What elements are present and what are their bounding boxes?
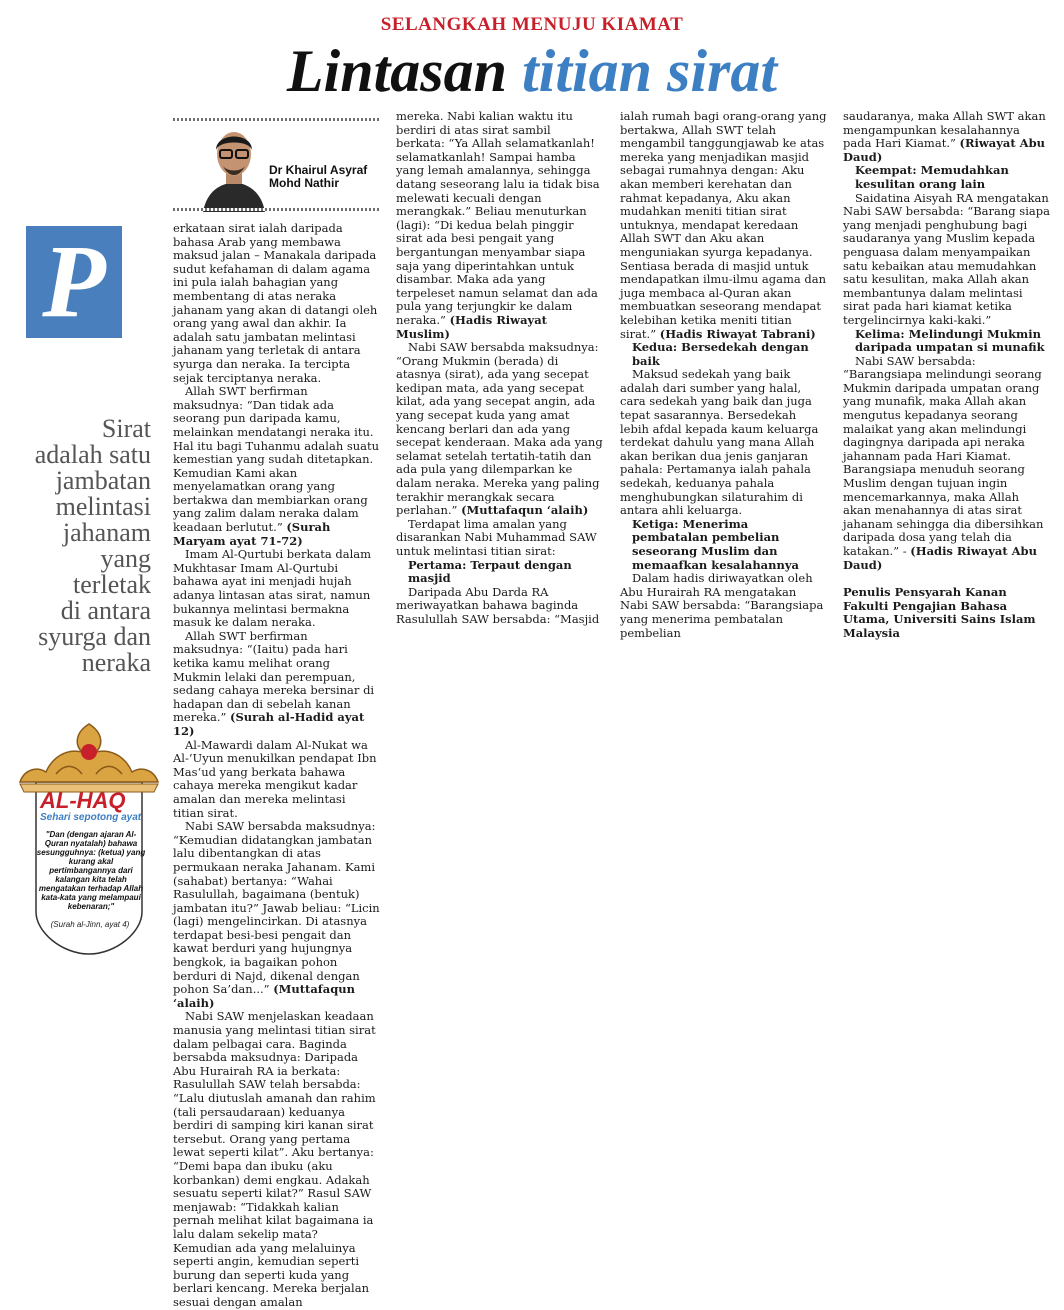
paragraph-text: Nabi SAW bersabda maksudnya: “Kemudian didatangkan jambatan lalu dibentangkan di atas permukaan neraka Jahanam. Kami (sahabat) bertanya: “Wahai Rasulullah, bagaimana (bentuk) jambatan itu?” Jawab beliau: “Licin (lagi) mengelincirkan. Di atasnya terdapat besi-besi pengait dan kawat berduri yang hujungnya bengkok, ia bagaikan pohon berduri di Najd, dikenal dengan pohon Sa’dan...”: [173, 819, 380, 997]
author-box: [173, 112, 380, 212]
paragraph-text: mereka. Nabi kalian waktu itu berdiri di atas sirat sambil berkata: “Ya Allah selamatkanlah! selamatkanlah! Sampai hamba yang lemah amalannya, sehingga datang seseorang lalu ia tidak bisa melewati kecuali dengan merangkak.” Beliau menuturkan (lagi): “Di kedua belah pinggir sirat ada besi pengait yang bergantungan menyambar siapa saja yang diperintahkan untuk disambar. Maka ada yang terpeleset namun selamat dan ada pula yang terjungkir ke dalam neraka.”: [396, 109, 600, 327]
citation: (Riwayat Abu Daud): [843, 136, 1046, 164]
article-paragraph: [173, 820, 380, 1010]
pullquote-line: Sirat: [101, 414, 151, 443]
subheading: Ketiga: Menerima pembatalan pembelian seseorang Muslim dan memaafkan kesalahannya: [632, 516, 799, 572]
citation: (Muttafaqun ‘alaih): [461, 503, 589, 518]
headline-part1: Lintasan: [286, 38, 507, 104]
dropcap: P: [26, 226, 122, 338]
article-column-3: [620, 110, 827, 640]
subheading: Keempat: Memudahkan kesulitan orang lain: [855, 163, 1009, 191]
author-name-line1: Dr Khairul Asyraf: [269, 163, 368, 177]
alhaq-source: (Surah al-Jinn, ayat 4): [50, 920, 130, 929]
article-paragraph: [396, 586, 603, 627]
article-paragraph: [843, 355, 1050, 573]
pullquote-line: syurga dan: [38, 622, 151, 651]
kicker: SELANGKAH MENUJU KIAMAT: [380, 14, 684, 35]
article-paragraph: [173, 739, 380, 821]
citation: (Muttafaqun ‘alaih): [173, 982, 355, 1010]
article-paragraph: [396, 518, 603, 559]
pullquote-line: di antara: [60, 596, 151, 625]
paragraph-text: Nabi SAW bersabda maksudnya: “Orang Mukmin (berada) di atasnya (sirat), ada yang secepat kedipan mata, ada yang secepat kilat, ada yang secepat angin, ada yang secepat kuda yang amat kencang berlari dan ada yang secepat kenderaan. Maka ada yang selamat setelah tertatih-tatih dan ada pula yang dilemparkan ke dalam neraka. Mereka yang paling terakhir merangkak secara perlahan.”: [396, 340, 603, 518]
pullquote-line: melintasi: [55, 492, 151, 521]
author-note: Penulis Pensyarah Kanan Fakulti Pengajian Bahasa Utama, Universiti Sains Islam Malaysia: [843, 585, 1036, 640]
paragraph-text: erkataan sirat ialah daripada bahasa Arab yang membawa maksud jalan – Manakala daripada sudut kefahaman di dalam agama ini pula ialah bahagian yang membentang di atas neraka jahanam yang akan di datangi oleh orang yang awal dan akhir. Ia adalah satu jambatan melintasi jahanam yang terletak di antara syurga dan neraka. Ia tercipta sejak terciptanya neraka.: [173, 221, 378, 385]
article-paragraph: [173, 385, 380, 548]
headline: [0, 38, 1064, 104]
article-paragraph: [843, 328, 1050, 355]
paragraph-text: Saidatina Aisyah RA mengatakan Nabi SAW bersabda: “Barang siapa yang menjadi penghubung bagi saudaranya yang Muslim kepada penguasa dalam menyampaikan satu kebaikan atau memudahkan satu kesulitan, maka Allah akan membantunya dalam melintasi sirat pada hari kiamat ketika tergelincirnya kaki-kaki.”: [843, 190, 1050, 327]
citation: (Hadis Riwayat Muslim): [396, 312, 547, 341]
author-rule-bottom: [173, 208, 380, 211]
pullquote-line: jahanam: [62, 518, 151, 547]
article-paragraph: [396, 110, 603, 341]
alhaq-tagline: Sehari sepotong ayat: [40, 812, 142, 823]
article-column-2: [396, 110, 603, 627]
headline-part2: titian sirat: [521, 38, 778, 104]
pullquote-line: terletak: [73, 570, 151, 599]
pullquote: [18, 416, 151, 676]
paragraph-text: ialah rumah bagi orang-orang yang bertakwa, Allah SWT telah mengambil tanggungjawab ke atas mereka yang menjadikan masjid sebagai rumahnya dengan: Aku akan memberi kerehatan dan rahmat kepadanya, Aku akan mudahkan meniti titian sirat untuknya, mendapat keredaan Allah SWT dan Aku akan menguniakan syurga kepadanya. Sentiasa berada di masjid untuk mendapatkan ilmu-ilmu agama dan juga membaca al-Quran akan membuatkan seseorang mendapat kelebihan ketika meniti titian sirat.”: [620, 109, 827, 341]
article-paragraph: [843, 192, 1050, 328]
paragraph-text: Maksud sedekah yang baik adalah dari sumber yang halal, cara sedekah yang baik dan juga tepat sasarannya. Bersedekah lebih afdal kepada kaum keluarga terdekat dahulu yang mana Allah akan berikan dua jenis ganjaran pahala: Pertamanya ialah pahala sedekah, keduanya pahala menghubungkan silaturahim di antara ahli keluarga.: [620, 367, 819, 518]
paragraph-text: Nabi SAW menjelaskan keadaan manusia yang melintasi titian sirat dalam pelbagai cara. Baginda bersabda maksudnya: Daripada Abu Hurairah RA ia berkata: Rasulullah SAW telah bersabda: “Lalu diutuslah amanah dan rahim (tali persaudaraan) keduanya berdiri di samping kiri kanan sirat tersebut. Orang yang pertama lewat seperti kilat”. Aku bertanya: “Demi bapa dan ibuku (aku korbankan) demi engkau. Adakah sesuatu seperti kilat?” Rasul SAW menjawab: “Tidakkah kalian pernah melihat kilat bagaimana ia lalu dalam sekelip mata? Kemudian ada yang melaluinya seperti angin, kemudian seperti burung dan seperti kuda yang berlari kencang. Mereka berjalan sesuai dengan amalan: [173, 1009, 376, 1309]
paragraph-text: Dalam hadis diriwayatkan oleh Abu Hurairah RA mengatakan Nabi SAW bersabda: “Barangsiapa yang menerima pembatalan pembelian: [620, 571, 824, 640]
author-photo: [201, 120, 267, 212]
alhaq-title: AL-HAQ: [40, 788, 126, 813]
paragraph-text: Allah SWT berfirman maksudnya: “Dan tidak ada seorang pun daripada kamu, melainkan mendatangi neraka itu. Hal itu bagi Tuhanmu adalah suatu kemestian yang sudah ditetapkan. Kemudian Kami akan menyelamatkan orang yang bertakwa dan membiarkan orang yang zalim dalam neraka dalam keadaan berlutut.”: [173, 384, 380, 535]
article-column-4: [843, 110, 1050, 641]
paragraph-text: Terdapat lima amalan yang disarankan Nabi Muhammad SAW untuk melintasi titian sirat:: [396, 516, 597, 558]
article-paragraph: [620, 518, 827, 572]
article-paragraph: [173, 222, 380, 385]
article-column-1: [173, 222, 380, 1310]
pullquote-line: jambatan: [55, 466, 151, 495]
author-name-line2: Mohd Nathir: [269, 176, 339, 190]
subheading: Kedua: Bersedekah dengan baik: [632, 340, 809, 368]
citation: (Hadis Riwayat Tabrani): [659, 326, 816, 341]
paragraph-text: Allah SWT berfirman maksudnya: “(Iaitu) pada hari ketika kamu melihat orang Mukmin lelaki dan perempuan, sedang cahaya mereka bersinar di hadapan dan di sebelah kanan mereka.”: [173, 628, 375, 725]
article-paragraph: [620, 341, 827, 368]
article-paragraph: [843, 110, 1050, 164]
article-paragraph: [396, 559, 603, 586]
pullquote-line: yang: [100, 544, 151, 573]
article-paragraph: [396, 341, 603, 518]
paragraph-text: saudaranya, maka Allah SWT akan mengampunkan kesalahannya pada Hari Kiamat.”: [843, 109, 1046, 151]
citation: (Hadis Riwayat Abu Daud): [843, 544, 1037, 572]
citation: (Surah al-Hadid ayat 12): [173, 710, 365, 738]
pullquote-line: adalah satu: [34, 440, 151, 469]
subheading: Kelima: Melindungi Mukmin daripada umpatan si munafik: [855, 326, 1045, 355]
author-name: [269, 164, 379, 190]
paragraph-text: Al-Mawardi dalam Al-Nukat wa Al-‘Uyun menukilkan pendapat Ibn Mas‘ud yang berkata bahawa cahaya mereka mengikut kadar amalan dan mereka melintasi titian sirat.: [173, 737, 377, 820]
article-paragraph: [843, 164, 1050, 191]
paragraph-text: Daripada Abu Darda RA meriwayatkan bahawa baginda Rasulullah SAW bersabda: “Masjid: [396, 584, 600, 626]
article-paragraph: [620, 368, 827, 518]
citation: (Surah Maryam ayat 71-72): [173, 520, 331, 548]
article-paragraph: [173, 1010, 380, 1309]
article-paragraph: [173, 548, 380, 630]
article-paragraph: [620, 110, 827, 341]
article-paragraph: [620, 572, 827, 640]
subheading: Pertama: Terpaut dengan masjid: [408, 557, 572, 586]
alhaq-quote: "Dan (dengan ajaran Al-Quran nyatalah) bahawa sesungguhnya: (ketua) yang kurang akal pertimbangannya dari kalangan kita telah mengatakan terhadap Allah kata-kata yang melampaui kebenaran;": [36, 830, 146, 911]
article-paragraph: [173, 630, 380, 739]
paragraph-text: Imam Al-Qurtubi berkata dalam Mukhtasar Imam Al-Qurtubi bahawa ayat ini menjadi hujah adanya lintasan atas sirat, namun bukannya melintasi bermakna masuk ke dalam neraka.: [173, 547, 372, 630]
paragraph-text: Nabi SAW bersabda: “Barangsiapa melindungi seorang Mukmin daripada umpatan orang yang munafik, maka Allah akan mengutus kepadanya seorang malaikat yang akan melindungi dagingnya daripada api neraka jahannam pada Hari Kiamat. Barangsiapa menuduh seorang Muslim dengan tujuan ingin mencemarkannya, maka Allah akan menahannya di atas sirat jahanam sehingga dia dibersihkan daripada dosa yang telah dia katakan.” -: [843, 353, 1044, 558]
pullquote-line: neraka: [81, 648, 151, 677]
